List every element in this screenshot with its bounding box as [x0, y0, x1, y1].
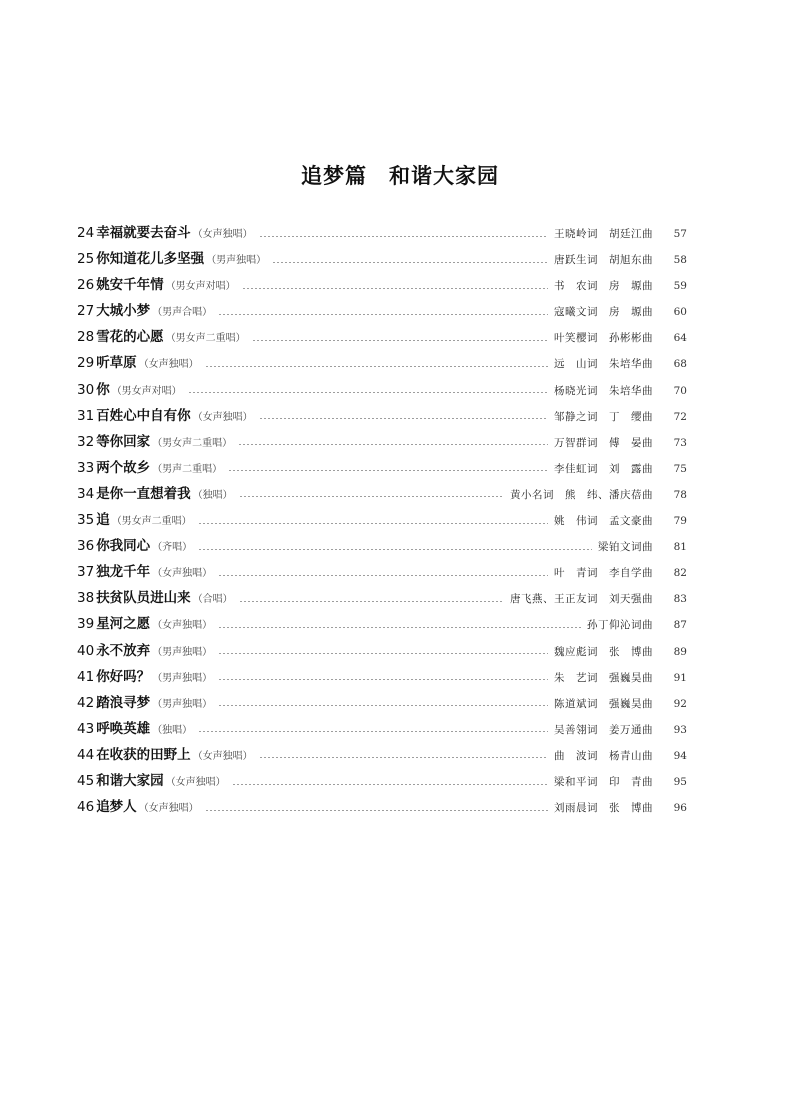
entry-number: 30	[77, 381, 95, 398]
page-number: 89	[673, 645, 687, 658]
list-item[interactable]	[77, 482, 687, 508]
page-number: 70	[673, 384, 687, 397]
song-title: 星河之愿	[96, 616, 151, 633]
dot-leader	[259, 757, 548, 758]
dot-leader	[198, 731, 548, 732]
dot-leader	[242, 288, 548, 289]
dot-leader	[239, 496, 504, 497]
song-title: 和谐大家园	[96, 772, 164, 789]
list-item[interactable]	[77, 378, 687, 404]
credits: 邹静之词 丁 缨曲	[554, 410, 653, 423]
list-item[interactable]	[77, 325, 687, 351]
dot-leader	[205, 810, 548, 811]
page-number: 96	[673, 802, 687, 815]
credits: 姚 伟词 孟文豪曲	[554, 515, 653, 528]
dot-leader	[218, 627, 581, 628]
list-item[interactable]	[77, 456, 687, 482]
song-title: 雪花的心愿	[96, 329, 164, 346]
dot-leader	[259, 236, 548, 237]
song-title: 等你回家	[96, 433, 151, 450]
entry-number: 25	[77, 251, 95, 268]
list-item[interactable]	[77, 665, 687, 691]
page-number: 64	[673, 332, 687, 345]
song-title: 你知道花儿多坚强	[96, 251, 205, 268]
song-title: 两个故乡	[96, 459, 151, 476]
list-item[interactable]	[77, 247, 687, 273]
entry-number: 46	[77, 799, 95, 816]
page-number: 78	[673, 488, 687, 501]
performance-note: （男女声二重唱）	[111, 516, 192, 528]
credits: 叶 青词 李自学曲	[554, 567, 653, 580]
page-number: 60	[673, 306, 687, 319]
performance-note: （男女声二重唱）	[165, 333, 246, 345]
song-title: 幸福就要去奋斗	[96, 225, 191, 241]
entry-number: 44	[77, 746, 95, 763]
entry-number: 35	[77, 512, 95, 529]
song-title: 呼唤英雄	[96, 720, 151, 737]
performance-note: （独唱）	[152, 724, 193, 736]
page-number: 95	[673, 775, 687, 788]
performance-note: （男声二重唱）	[152, 463, 223, 475]
page-title: 追梦篇 和谐大家园	[301, 164, 499, 188]
performance-note: （女声独唱）	[138, 359, 199, 371]
page-number: 94	[673, 749, 687, 762]
credits: 寇曦文词 房 塬曲	[554, 306, 653, 319]
list-item[interactable]	[77, 586, 687, 612]
song-title: 大城小梦	[96, 303, 151, 320]
credits: 叶笑樱词 孙彬彬曲	[554, 332, 653, 345]
list-item[interactable]	[77, 273, 687, 299]
entry-number: 32	[77, 433, 95, 450]
performance-note: （男声独唱）	[152, 646, 213, 658]
dot-leader	[259, 418, 548, 419]
entry-number: 24	[77, 225, 95, 241]
performance-note: （男声独唱）	[206, 255, 267, 267]
credits: 魏应彪词 张 博曲	[554, 645, 653, 658]
entry-number: 26	[77, 277, 95, 294]
performance-note: （男女声对唱）	[111, 385, 182, 397]
performance-note: （合唱）	[192, 594, 233, 606]
dot-leader	[239, 601, 504, 602]
dot-leader	[205, 366, 548, 367]
credits: 王晓岭词 胡廷江曲	[554, 228, 653, 240]
page-number: 58	[673, 254, 687, 267]
table-of-contents	[77, 221, 687, 821]
dot-leader	[228, 470, 548, 471]
performance-note: （独唱）	[192, 489, 233, 501]
credits: 梁铂文词曲	[598, 541, 653, 554]
song-title: 在收获的田野上	[96, 746, 191, 763]
dot-leader	[232, 784, 548, 785]
song-title: 踏浪寻梦	[96, 694, 151, 711]
list-item[interactable]	[77, 639, 687, 665]
performance-note: （女声独唱）	[138, 803, 199, 815]
entry-number: 43	[77, 720, 95, 737]
dot-leader	[198, 549, 592, 550]
credits: 陈道斌词 强巍昊曲	[554, 697, 653, 710]
song-title: 扶贫队员进山来	[96, 590, 191, 607]
page-number: 81	[673, 541, 687, 554]
credits: 曲 波词 杨青山曲	[554, 749, 653, 762]
list-item[interactable]	[77, 351, 687, 377]
list-item[interactable]	[77, 404, 687, 430]
song-title: 你	[96, 381, 110, 398]
list-item[interactable]	[77, 560, 687, 586]
credits: 黄小名词 熊 纬、潘庆蓓曲	[510, 488, 653, 501]
page-number: 68	[673, 358, 687, 371]
list-item[interactable]	[77, 534, 687, 560]
credits: 梁和平词 印 青曲	[554, 775, 653, 788]
song-title: 追	[96, 512, 110, 529]
song-title: 百姓心中自有你	[96, 407, 191, 424]
dot-leader	[252, 340, 548, 341]
song-title: 你我同心	[96, 538, 151, 555]
page-number: 59	[673, 280, 687, 293]
performance-note: （男声独唱）	[152, 672, 213, 684]
performance-note: （男女声对唱）	[165, 281, 236, 293]
credits: 孙丁仰沁词曲	[587, 619, 653, 632]
performance-note: （女声独唱）	[165, 776, 226, 788]
credits: 唐跃生词 胡旭东曲	[554, 254, 653, 267]
dot-leader	[188, 392, 548, 393]
page-number: 93	[673, 723, 687, 736]
performance-note: （男女声二重唱）	[152, 437, 233, 449]
page-number: 83	[673, 593, 687, 606]
entry-number: 40	[77, 642, 95, 659]
page-number: 73	[673, 436, 687, 449]
entry-number: 27	[77, 303, 95, 320]
performance-note: （男声合唱）	[152, 307, 213, 319]
page-number: 87	[673, 619, 687, 632]
list-item[interactable]	[77, 717, 687, 743]
dot-leader	[218, 705, 548, 706]
page-number: 75	[673, 462, 687, 475]
song-title: 追梦人	[96, 799, 137, 816]
performance-note: （女声独唱）	[192, 411, 253, 423]
credits: 刘雨晨词 张 博曲	[554, 802, 653, 815]
performance-note: （女声独唱）	[192, 229, 253, 240]
credits: 远 山词 朱培华曲	[554, 358, 653, 371]
list-item[interactable]	[77, 299, 687, 325]
list-item[interactable]	[77, 691, 687, 717]
entry-number: 39	[77, 616, 95, 633]
entry-number: 41	[77, 668, 95, 685]
entry-number: 34	[77, 485, 95, 502]
credits: 吴善翎词 姜万通曲	[554, 723, 653, 736]
credits: 书 农词 房 塬曲	[554, 280, 653, 293]
entry-number: 37	[77, 564, 95, 581]
performance-note: （男声独唱）	[152, 698, 213, 710]
performance-note: （女声独唱）	[192, 750, 253, 762]
dot-leader	[218, 314, 548, 315]
page-number: 91	[673, 671, 687, 684]
page-number: 82	[673, 567, 687, 580]
performance-note: （女声独唱）	[152, 568, 213, 580]
dot-leader	[218, 575, 548, 576]
list-item[interactable]	[77, 221, 687, 247]
entry-number: 31	[77, 407, 95, 424]
credits: 李佳虹词 刘 露曲	[554, 462, 653, 475]
performance-note: （齐唱）	[152, 542, 193, 554]
credits: 杨晓光词 朱培华曲	[554, 384, 653, 397]
performance-note: （女声独唱）	[152, 620, 213, 632]
song-title: 是你一直想着我	[96, 485, 191, 502]
page-number: 79	[673, 515, 687, 528]
page-number: 57	[673, 228, 687, 240]
page-number: 92	[673, 697, 687, 710]
list-item[interactable]	[77, 430, 687, 456]
credits: 万智群词 傅 晏曲	[554, 436, 653, 449]
dot-leader	[238, 444, 548, 445]
list-item[interactable]	[77, 612, 687, 638]
credits: 唐飞燕、王正友词 刘天强曲	[510, 593, 653, 606]
entry-number: 33	[77, 459, 95, 476]
song-title: 你好吗？	[96, 668, 151, 685]
credits: 朱 艺词 强巍昊曲	[554, 671, 653, 684]
dot-leader	[218, 679, 548, 680]
entry-number: 38	[77, 590, 95, 607]
song-title: 永不放弃	[96, 642, 151, 659]
song-title: 独龙千年	[96, 564, 151, 581]
entry-number: 29	[77, 355, 95, 372]
entry-number: 36	[77, 538, 95, 555]
list-item[interactable]	[77, 795, 687, 821]
page-number: 72	[673, 410, 687, 423]
entry-number: 42	[77, 694, 95, 711]
dot-leader	[198, 523, 548, 524]
entry-number: 45	[77, 772, 95, 789]
list-item[interactable]	[77, 508, 687, 534]
song-title: 姚安千年情	[96, 277, 164, 294]
list-item[interactable]	[77, 743, 687, 769]
dot-leader	[218, 653, 548, 654]
dot-leader	[272, 262, 548, 263]
list-item[interactable]	[77, 769, 687, 795]
song-title: 听草原	[96, 355, 137, 372]
entry-number: 28	[77, 329, 95, 346]
